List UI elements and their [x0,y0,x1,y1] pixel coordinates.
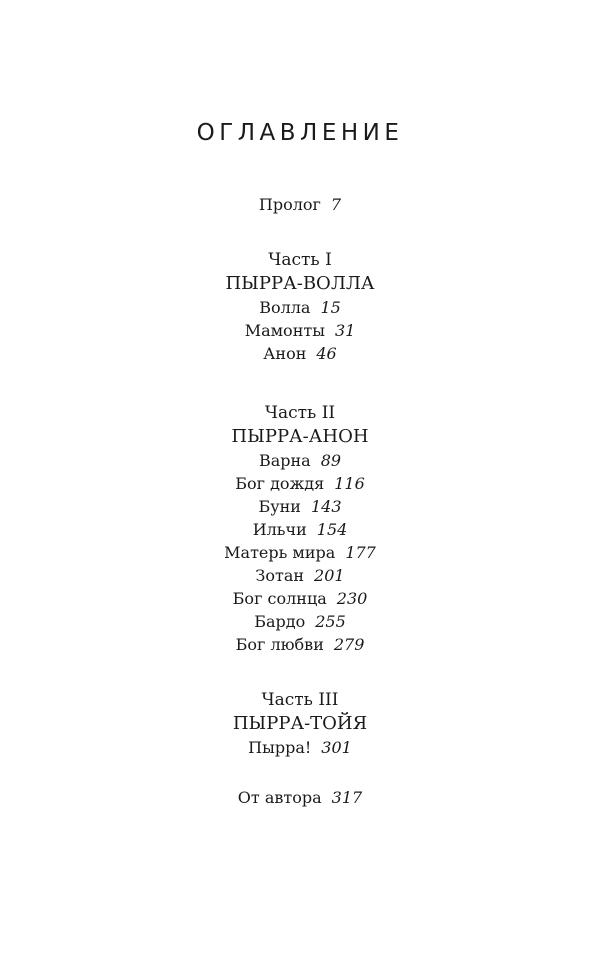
toc-part-2 [0,401,600,656]
toc-entry [0,786,600,809]
entry-page-number: 201 [314,566,345,585]
entry-page-number: 317 [331,788,363,807]
toc-entry [0,564,600,587]
part-label: Часть I [268,250,332,270]
entry-title: Волла [259,298,311,317]
entry-title: Бог дождя [235,474,325,493]
part-title: ПЫРРА-АНОН [231,426,369,447]
entry-title: Ильчи [252,520,307,539]
toc-entry [0,319,600,342]
entry-title: Пролог [258,195,321,214]
entry-page-number: 116 [334,474,365,493]
toc-entry [0,495,600,518]
toc-entry-prologue [0,193,600,216]
part-label: Часть II [264,403,336,423]
part-title: ПЫРРА-ТОЙЯ [232,713,368,734]
toc-entry [0,472,600,495]
entry-page-number: 230 [336,589,368,608]
part-title: ПЫРРА-ВОЛЛА [225,273,375,294]
entry-page-number: 279 [333,635,365,654]
toc-entry [0,449,600,472]
entry-page-number: 31 [334,321,356,340]
entry-title: Варна [258,451,311,470]
toc-entry [0,587,600,610]
entry-title: Анон [263,344,307,363]
entry-title: Мамонты [244,321,325,340]
entry-page-number: 15 [320,298,341,317]
toc-entry [0,193,600,216]
entry-page-number: 7 [330,195,342,214]
entry-title: Пырра! [248,738,312,757]
entry-title: Бог солнца [232,589,327,608]
entry-title: Бардо [254,612,306,631]
entry-title: Бог любви [235,635,324,654]
entry-page-number: 154 [316,520,348,539]
page-title: ОГЛАВЛЕНИЕ [196,120,404,146]
toc-entry [0,541,600,564]
toc-entry-afterword [0,786,600,809]
entry-page-number: 255 [315,612,346,631]
toc-part-1 [0,248,600,365]
entry-title: От автора [237,788,322,807]
toc-entry [0,610,600,633]
entry-page-number: 143 [310,497,342,516]
entry-page-number: 89 [320,451,342,470]
toc-entry [0,633,600,656]
entry-title: Буни [258,497,301,516]
toc-entry [0,518,600,541]
entry-page-number: 177 [345,543,376,562]
entry-page-number: 46 [316,344,337,363]
part-label: Часть III [261,690,339,710]
entry-page-number: 301 [321,738,352,757]
toc-entry [0,296,600,319]
entry-title: Матерь мира [224,543,336,562]
toc-part-3 [0,688,600,759]
toc-entry [0,736,600,759]
toc-entry [0,342,600,365]
entry-title: Зотан [255,566,305,585]
